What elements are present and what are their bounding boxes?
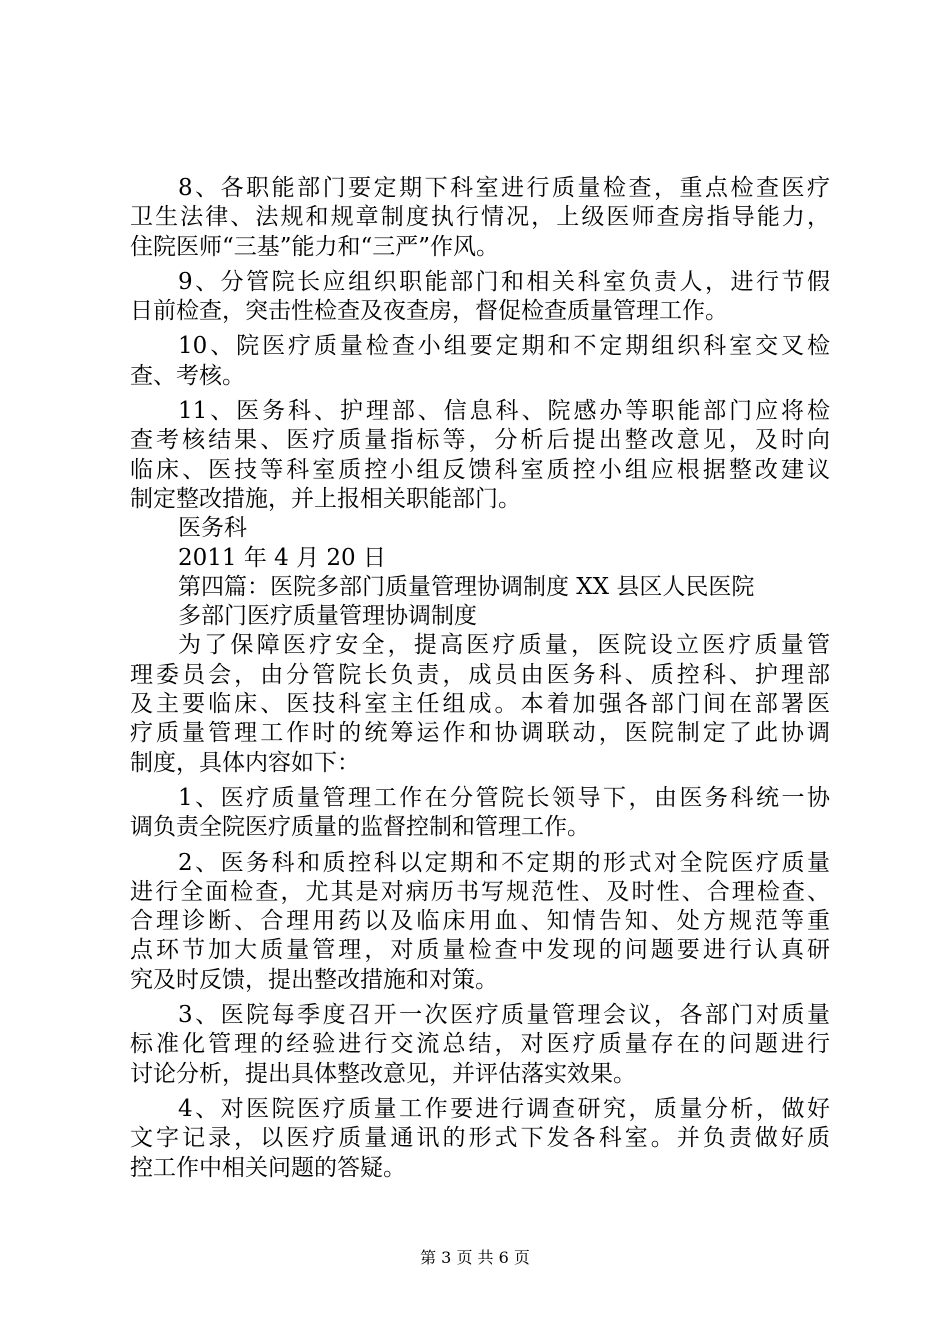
section-title: 第四篇：医院多部门质量管理协调制度 XX 县区人民医院: [178, 573, 755, 600]
text-line: 3、医院每季度召开一次医疗质量管理会议，各部门对质量: [178, 1002, 830, 1029]
paragraph-11: [130, 397, 830, 514]
item-4: [130, 1095, 830, 1183]
text-line: 卫生法律、法规和规章制度执行情况，上级医师查房指导能力，: [130, 204, 830, 231]
text-line: 文字记录，以医疗质量通讯的形式下发各科室。并负责做好质: [130, 1125, 830, 1152]
text-line: 究及时反馈，提出整改措施和对策。: [130, 966, 498, 993]
text-line: 控工作中相关问题的答疑。: [130, 1154, 406, 1181]
document-page: [130, 174, 830, 1183]
text-line: 点环节加大质量管理，对质量检查中发现的问题要进行认真研: [130, 937, 830, 964]
text-line: 10、院医疗质量检查小组要定期和不定期组织科室交叉检: [178, 333, 830, 360]
intro-paragraph: [130, 631, 830, 777]
section-subtitle: 多部门医疗质量管理协调制度: [178, 603, 477, 630]
text-line: 11、医务科、护理部、信息科、院感办等职能部门应将检: [178, 398, 830, 425]
text-line: 住院医师“三基”能力和“三严”作风。: [130, 233, 500, 260]
text-line: 制定整改措施，并上报相关职能部门。: [130, 485, 521, 512]
paragraph-8: [130, 174, 830, 262]
item-1: [130, 784, 830, 843]
text-line: 8、各职能部门要定期下科室进行质量检查，重点检查医疗: [178, 175, 830, 201]
text-line: 制度，具体内容如下：: [130, 749, 360, 776]
text-line: 临床、医技等科室质控小组反馈科室质控小组应根据整改建议: [130, 456, 830, 483]
text-line: 日前检查，突击性检查及夜查房，督促检查质量管理工作。: [130, 298, 728, 325]
text-line: 2、医务科和质控科以定期和不定期的形式对全院医疗质量: [178, 849, 830, 876]
item-3: [130, 1001, 830, 1089]
text-line: 调负责全院医疗质量的监督控制和管理工作。: [130, 814, 590, 841]
text-line: 查考核结果、医疗质量指标等，分析后提出整改意见，及时向: [130, 427, 830, 454]
signature-date: 2011 年 4 月 20 日: [178, 544, 386, 571]
signature-department: 医务科: [178, 515, 247, 542]
text-line: 标准化管理的经验进行交流总结，对医疗质量存在的问题进行: [130, 1031, 830, 1058]
text-line: 进行全面检查，尤其是对病历书写规范性、及时性、合理检查、: [130, 878, 830, 905]
paragraph-9: [130, 268, 830, 327]
text-line: 1、医疗质量管理工作在分管院长领导下，由医务科统一协: [178, 784, 830, 811]
item-2: [130, 849, 830, 995]
text-line: 及主要临床、医技科室主任组成。本着加强各部门间在部署医: [130, 691, 830, 718]
text-line: 为了保障医疗安全，提高医疗质量，医院设立医疗质量管: [178, 632, 830, 659]
text-line: 讨论分析，提出具体整改意见，并评估落实效果。: [130, 1060, 636, 1087]
text-line: 查、考核。: [130, 362, 245, 389]
text-line: 合理诊断、合理用药以及临床用血、知情告知、处方规范等重: [130, 908, 830, 935]
text-line: 4、对医院医疗质量工作要进行调查研究，质量分析，做好: [178, 1095, 830, 1122]
text-line: 9、分管院长应组织职能部门和相关科室负责人，进行节假: [178, 268, 830, 295]
paragraph-10: [130, 332, 830, 391]
text-line: 疗质量管理工作时的统筹运作和协调联动，医院制定了此协调: [130, 720, 830, 747]
text-line: 理委员会，由分管院长负责，成员由医务科、质控科、护理部: [130, 661, 830, 688]
page-footer: 第 3 页 共 6 页: [420, 1248, 530, 1267]
